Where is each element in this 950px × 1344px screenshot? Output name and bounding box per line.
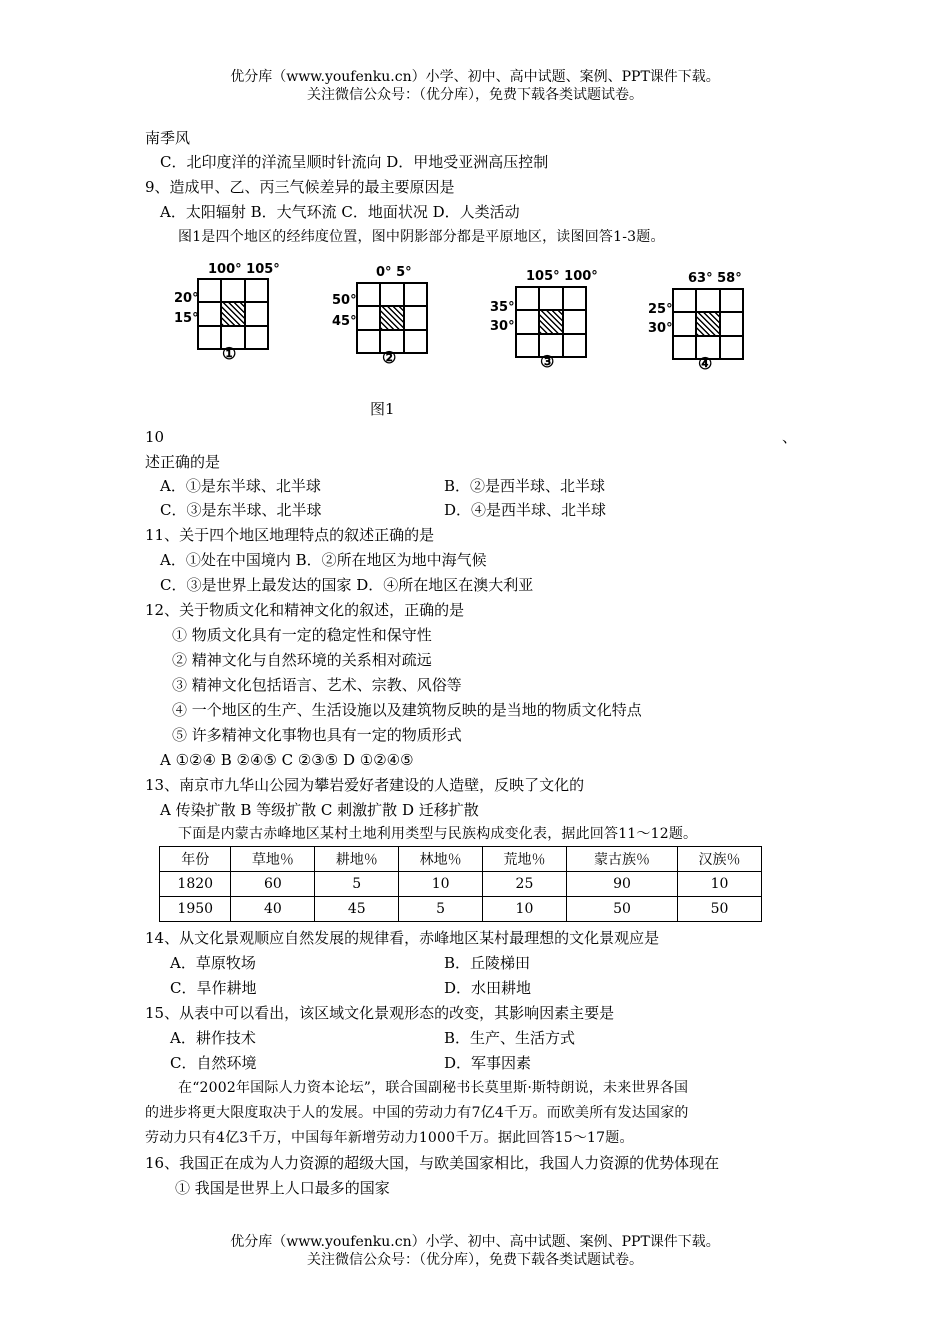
figure-intro: 图1是四个地区的经纬度位置，图中阴影部分都是平原地区，读图回答1-3题。 bbox=[178, 229, 665, 245]
passage-line-2: 的进步将更大限度取决于人的发展。中国的劳动力有7亿4千万。而欧美所有发达国家的 bbox=[145, 1105, 689, 1121]
q10-option-c: C．③是东半球、北半球 bbox=[160, 501, 322, 519]
q14-option-b: B．丘陵梯田 bbox=[444, 954, 531, 972]
table-cell: 50 bbox=[678, 897, 762, 922]
passage-line-3: 劳动力只有4亿3千万，中国每年新增劳动力1000千万。据此回答15～17题。 bbox=[145, 1130, 634, 1146]
table-header-cell: 荒地％ bbox=[483, 847, 567, 872]
page-header-line1: 优分库（www.youfenku.cn）小学、初中、高中试题、案例、PPT课件下载。 bbox=[230, 69, 720, 85]
q12-item-4: ④ 一个地区的生产、生活设施以及建筑物反映的是当地的物质文化特点 bbox=[172, 701, 642, 719]
q10-option-a: A．①是东半球、北半球 bbox=[160, 477, 321, 495]
table-cell: 50 bbox=[566, 897, 677, 922]
q14-option-d: D．水田耕地 bbox=[444, 979, 532, 997]
lat-lon-grid bbox=[515, 286, 587, 358]
table-intro: 下面是内蒙古赤峰地区某村土地利用类型与民族构成变化表，据此回答11～12题。 bbox=[178, 826, 698, 842]
q9-stem: 9、造成甲、乙、丙三气候差异的最主要原因是 bbox=[145, 178, 455, 196]
q11-options-cd: C．③是世界上最发达的国家 D．④所在地区在澳大利亚 bbox=[160, 576, 534, 594]
table-cell: 5 bbox=[399, 897, 483, 922]
table-header-cell: 草地％ bbox=[231, 847, 315, 872]
q11-options-ab: A．①处在中国境内 B．②所在地区为地中海气候 bbox=[160, 551, 487, 569]
table-cell: 10 bbox=[483, 897, 567, 922]
table-cell: 1820 bbox=[160, 872, 231, 897]
panel-top-labels: 105° 100° bbox=[526, 269, 598, 284]
table-header-cell: 年份 bbox=[160, 847, 231, 872]
q15-option-c: C．自然环境 bbox=[170, 1054, 257, 1072]
lat-lon-grid bbox=[197, 278, 269, 350]
table-header-cell: 林地％ bbox=[399, 847, 483, 872]
table-row bbox=[160, 872, 762, 897]
panel-left-top-label: 20° bbox=[174, 291, 199, 306]
q12-options: A ①②④ B ②④⑤ C ②③⑤ D ①②④⑤ bbox=[160, 751, 414, 769]
q15-option-d: D．军事因素 bbox=[444, 1054, 532, 1072]
q9-options: A．太阳辐射 B．大气环流 C．地面状况 D．人类活动 bbox=[160, 203, 520, 221]
panel-top-labels: 0° 5° bbox=[376, 265, 412, 280]
panel-left-bottom-label: 30° bbox=[490, 319, 515, 334]
table-cell: 25 bbox=[483, 872, 567, 897]
q12-item-3: ③ 精神文化包括语言、艺术、宗教、风俗等 bbox=[172, 676, 462, 694]
q14-option-c: C．旱作耕地 bbox=[170, 979, 257, 997]
land-use-table bbox=[159, 846, 762, 922]
table-header-row bbox=[160, 847, 762, 872]
lat-lon-grid bbox=[672, 288, 744, 360]
q14-option-a: A．草原牧场 bbox=[170, 954, 256, 972]
plain-area-hatch bbox=[380, 306, 403, 329]
q8-options-cd: C．北印度洋的洋流呈顺时针流向 D．甲地受亚洲高压控制 bbox=[160, 153, 549, 171]
table-cell: 60 bbox=[231, 872, 315, 897]
table-cell: 10 bbox=[399, 872, 483, 897]
panel-left-bottom-label: 15° bbox=[174, 311, 199, 326]
q11-stem: 11、关于四个地区地理特点的叙述正确的是 bbox=[145, 526, 435, 544]
q12-item-1: ① 物质文化具有一定的稳定性和保守性 bbox=[172, 626, 432, 644]
table-cell: 1950 bbox=[160, 897, 231, 922]
panel-left-bottom-label: 30° bbox=[648, 321, 673, 336]
figure-panel-1 bbox=[170, 262, 280, 372]
q14-stem: 14、从文化景观顺应自然发展的规律看，赤峰地区某村最理想的文化景观应是 bbox=[145, 929, 660, 947]
q16-item-1: ① 我国是世界上人口最多的国家 bbox=[175, 1179, 390, 1197]
table-cell: 45 bbox=[315, 897, 399, 922]
plain-area-hatch bbox=[539, 310, 562, 333]
table-header-cell: 蒙古族％ bbox=[566, 847, 677, 872]
table-cell: 40 bbox=[231, 897, 315, 922]
panel-top-labels: 100° 105° bbox=[208, 262, 280, 277]
plain-area-hatch bbox=[696, 312, 719, 335]
q10-option-d: D．④是西半球、北半球 bbox=[444, 501, 607, 519]
q10-stem: 述正确的是 bbox=[145, 453, 221, 471]
page-header-line2: 关注微信公众号：（优分库），免费下载各类试题试卷。 bbox=[307, 87, 643, 103]
continued-text: 南季风 bbox=[145, 129, 191, 147]
passage-line-1: 在“2002年国际人力资本论坛”，联合国副秘书长莫里斯·斯特朗说，未来世界各国 bbox=[178, 1080, 689, 1096]
q10-option-b: B．②是西半球、北半球 bbox=[444, 477, 606, 495]
table-header-cell: 耕地％ bbox=[315, 847, 399, 872]
table-row bbox=[160, 897, 762, 922]
panel-left-top-label: 50° bbox=[332, 293, 357, 308]
panel-number: ③ bbox=[540, 352, 555, 371]
table-header-cell: 汉族％ bbox=[678, 847, 762, 872]
table-cell: 90 bbox=[566, 872, 677, 897]
table-cell: 5 bbox=[315, 872, 399, 897]
lat-lon-grid bbox=[356, 282, 428, 354]
q12-stem: 12、关于物质文化和精神文化的叙述，正确的是 bbox=[145, 601, 465, 619]
panel-number: ① bbox=[222, 344, 237, 363]
figure-caption: 图1 bbox=[370, 400, 395, 418]
q10-mark: 、 bbox=[782, 428, 798, 446]
q15-stem: 15、从表中可以看出，该区域文化景观形态的改变，其影响因素主要是 bbox=[145, 1004, 615, 1022]
page-footer-line2: 关注微信公众号：（优分库），免费下载各类试题试卷。 bbox=[307, 1252, 643, 1268]
q13-options: A 传染扩散 B 等级扩散 C 刺激扩散 D 迁移扩散 bbox=[160, 801, 479, 819]
q16-stem: 16、我国正在成为人力资源的超级大国，与欧美国家相比，我国人力资源的优势体现在 bbox=[145, 1154, 720, 1172]
panel-number: ② bbox=[382, 348, 397, 367]
panel-left-top-label: 35° bbox=[490, 300, 515, 315]
q10-number: 10 bbox=[145, 428, 165, 446]
q15-option-a: A．耕作技术 bbox=[170, 1029, 256, 1047]
q12-item-5: ⑤ 许多精神文化事物也具有一定的物质形式 bbox=[172, 726, 462, 744]
plain-area-hatch bbox=[221, 302, 244, 325]
figure-panel-4 bbox=[646, 268, 756, 378]
table-cell: 10 bbox=[678, 872, 762, 897]
panel-top-labels: 63° 58° bbox=[688, 271, 742, 286]
panel-left-bottom-label: 45° bbox=[332, 314, 357, 329]
panel-left-top-label: 25° bbox=[648, 302, 673, 317]
figure-panel-3 bbox=[488, 266, 598, 376]
figure-panel-2 bbox=[330, 262, 440, 372]
panel-number: ④ bbox=[698, 354, 713, 373]
page-footer-line1: 优分库（www.youfenku.cn）小学、初中、高中试题、案例、PPT课件下载。 bbox=[230, 1234, 720, 1250]
q13-stem: 13、南京市九华山公园为攀岩爱好者建设的人造壁，反映了文化的 bbox=[145, 776, 585, 794]
q15-option-b: B．生产、生活方式 bbox=[444, 1029, 576, 1047]
q12-item-2: ② 精神文化与自然环境的关系相对疏远 bbox=[172, 651, 432, 669]
